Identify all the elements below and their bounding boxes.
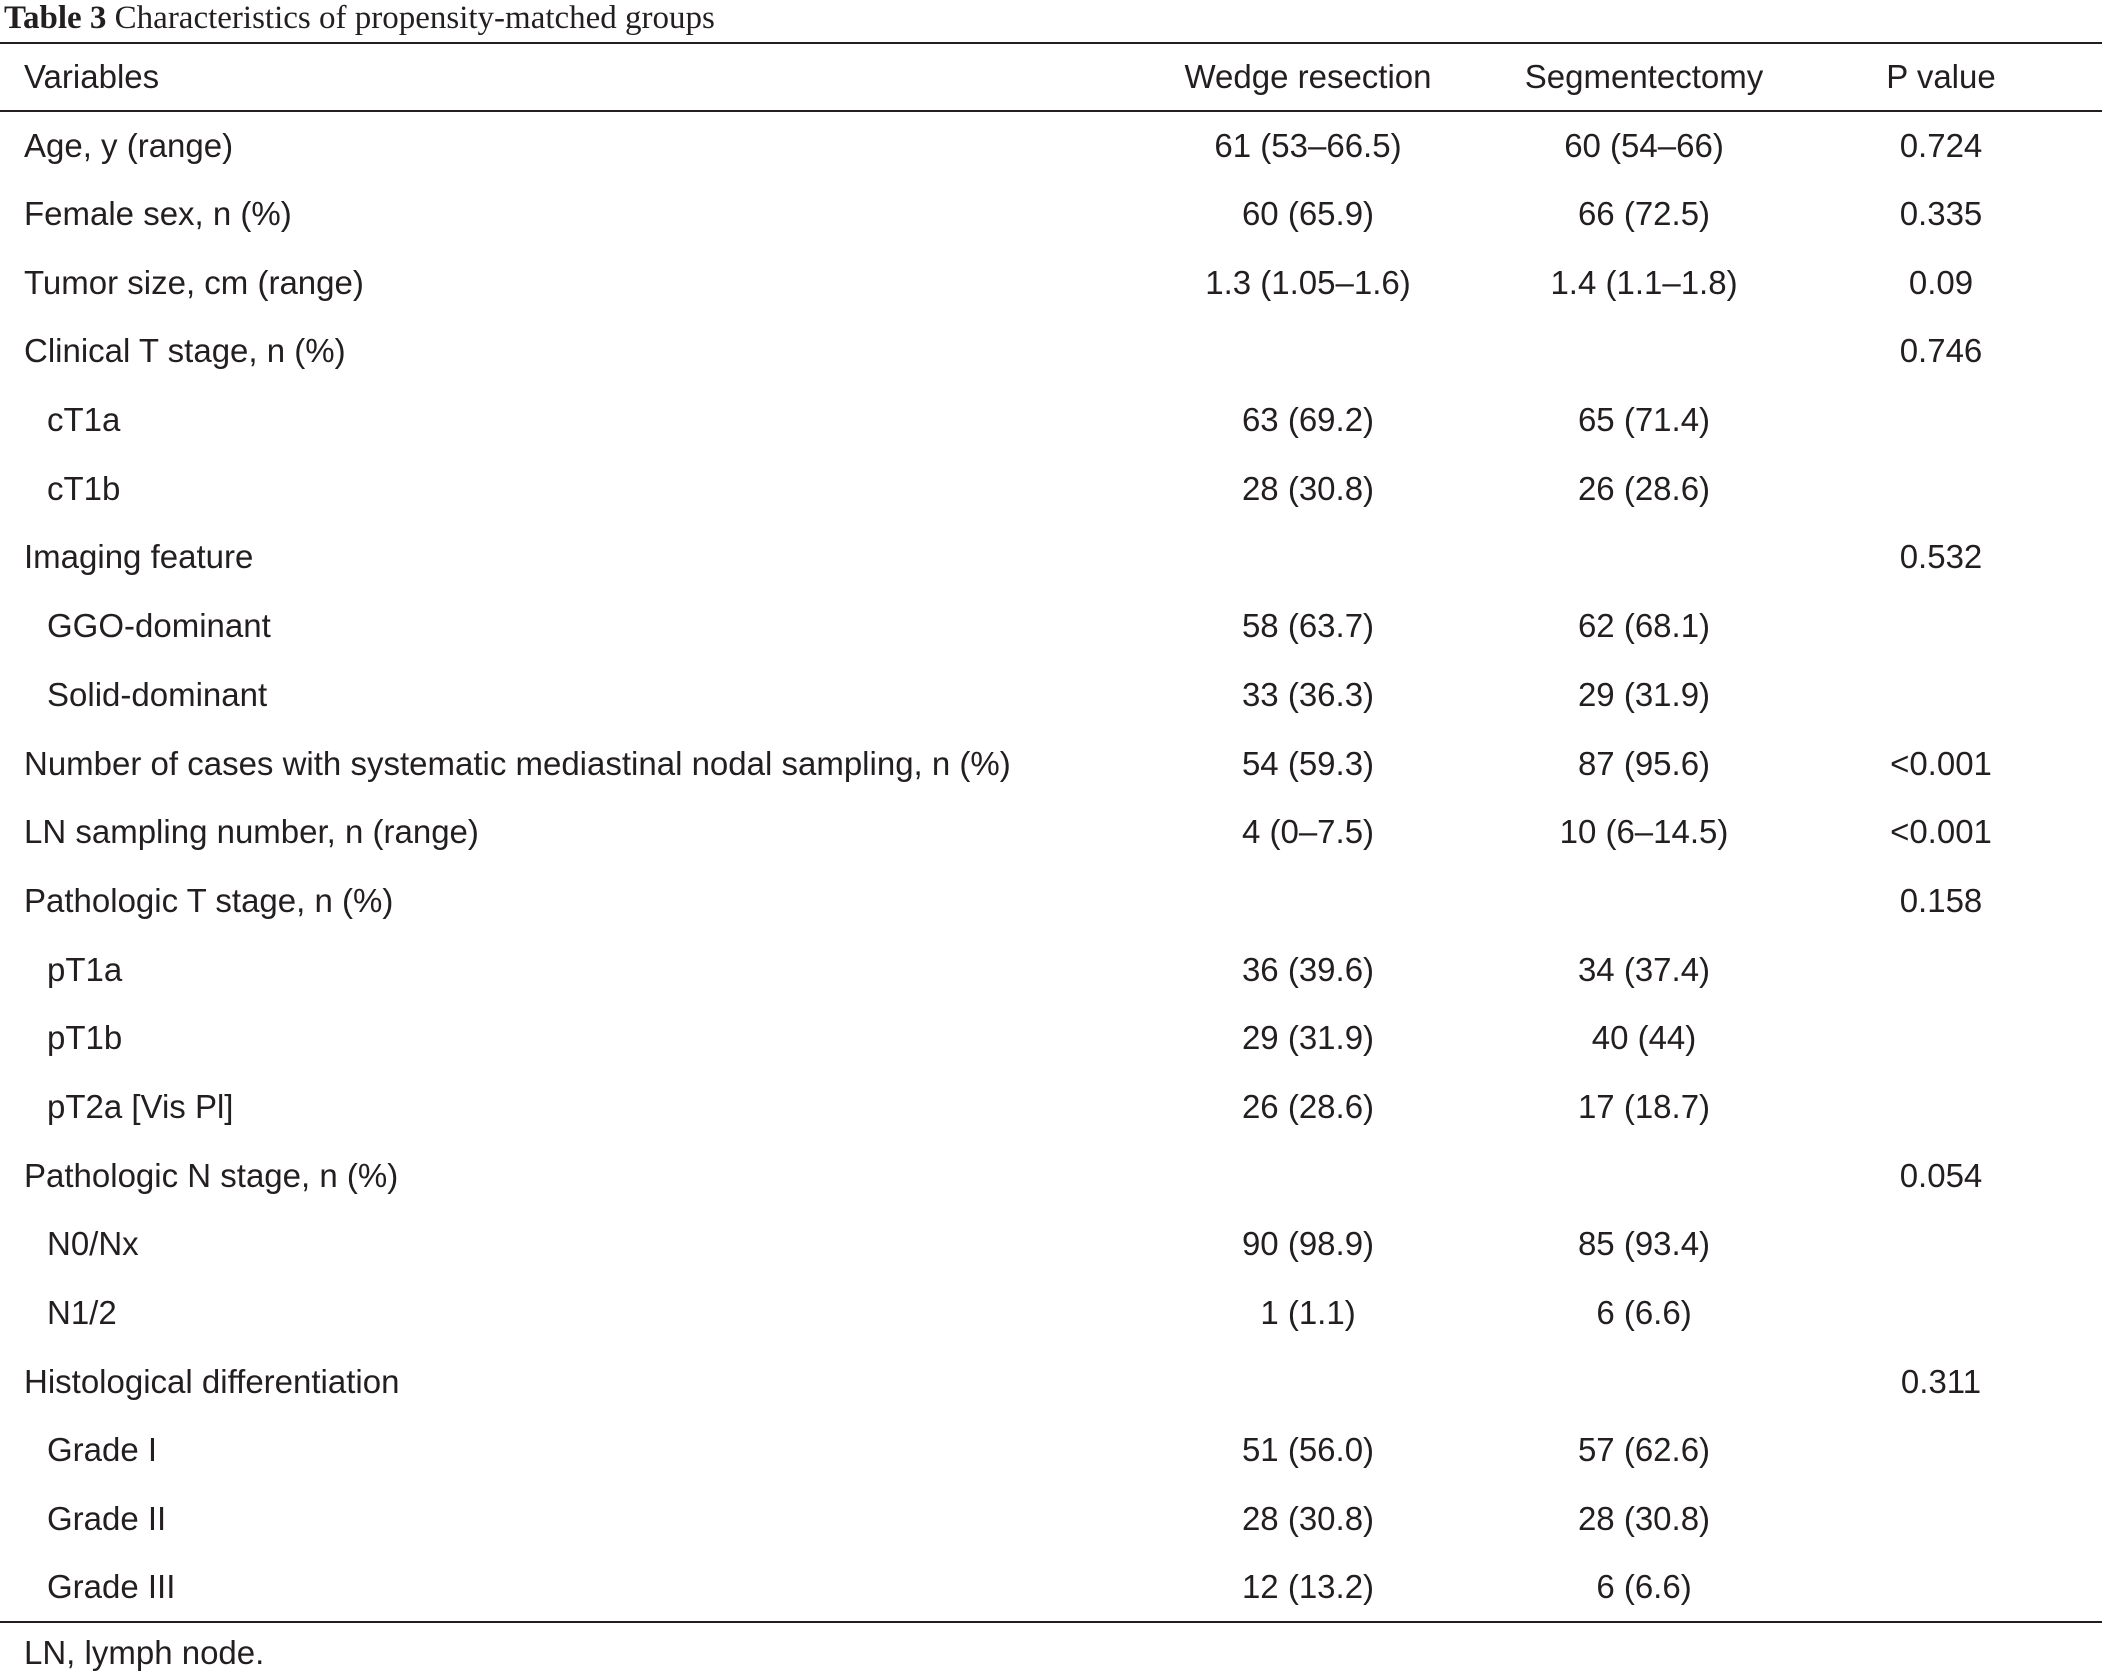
table-row [0,935,2102,1004]
p-value-cell: 0.311 [1900,1362,1982,1400]
p-value-cell: 0.746 [1899,332,1983,370]
header-p-value: P value [1886,58,1996,95]
wedge-resection-cell: 1 (1.1) [1260,1294,1356,1332]
p-value-cell [1780,454,2102,523]
table-row [0,386,2102,455]
wedge-resection-cell [1108,1141,1508,1210]
table-row [0,317,2102,386]
table-row [0,454,2102,523]
table-row [0,1004,2102,1073]
wedge-resection-cell [1108,1347,1508,1416]
segmentectomy-cell: 1.4 (1.1–1.8) [1550,263,1738,301]
wedge-resection-cell: 36 (39.6) [1241,950,1375,988]
segmentectomy-cell: 62 (68.1) [1577,607,1711,645]
table-row [0,248,2102,317]
variable-cell: Grade III [47,1568,176,1606]
variable-cell: Grade I [47,1431,158,1469]
variable-cell: LN sampling number, n (range) [24,813,479,851]
variable-cell: Solid-dominant [47,675,268,713]
p-value-cell: 0.335 [1899,195,1983,233]
header-row [0,43,2102,111]
table-row [0,1210,2102,1279]
segmentectomy-cell: 60 (54–66) [1564,126,1724,164]
p-value-cell [1780,1279,2102,1348]
p-value-cell [1780,1553,2102,1622]
segmentectomy-cell [1508,317,1780,386]
header-wedge-resection: Wedge resection [1184,58,1432,95]
table-footnote: LN, lymph node. [24,1634,265,1671]
variable-cell: Tumor size, cm (range) [24,263,364,301]
table-body [0,111,2102,1622]
p-value-cell: 0.054 [1899,1156,1983,1194]
table-row [0,661,2102,730]
segmentectomy-cell: 66 (72.5) [1577,195,1711,233]
characteristics-table [0,42,2102,1623]
variable-cell: Pathologic T stage, n (%) [24,881,394,919]
p-value-cell [1780,1210,2102,1279]
segmentectomy-cell: 28 (30.8) [1577,1500,1711,1538]
p-value-cell [1780,386,2102,455]
p-value-cell: 0.532 [1899,538,1983,576]
p-value-cell [1780,1416,2102,1485]
variable-cell: Imaging feature [24,538,254,576]
table-title: Characteristics of propensity-matched groups [114,0,715,36]
segmentectomy-cell: 10 (6–14.5) [1559,813,1729,851]
variable-cell: Age, y (range) [24,126,234,164]
segmentectomy-cell: 17 (18.7) [1577,1087,1711,1125]
wedge-resection-cell: 28 (30.8) [1241,1500,1375,1538]
p-value-cell [1780,935,2102,1004]
table-row [0,729,2102,798]
p-value-cell [1780,661,2102,730]
segmentectomy-cell: 85 (93.4) [1577,1225,1711,1263]
table-header [0,43,2102,111]
segmentectomy-cell: 34 (37.4) [1577,950,1711,988]
segmentectomy-cell: 26 (28.6) [1577,469,1711,507]
wedge-resection-cell: 26 (28.6) [1241,1087,1375,1125]
table-row [0,1416,2102,1485]
header-variables: Variables [24,58,160,95]
table-row [0,1141,2102,1210]
variable-cell: N0/Nx [47,1225,139,1263]
p-value-cell: 0.158 [1899,881,1983,919]
variable-cell: Pathologic N stage, n (%) [24,1156,399,1194]
wedge-resection-cell: 60 (65.9) [1241,195,1375,233]
variable-cell: cT1a [47,401,121,439]
table-row [0,111,2102,180]
wedge-resection-cell: 90 (98.9) [1241,1225,1375,1263]
table-row [0,523,2102,592]
segmentectomy-cell [1508,523,1780,592]
segmentectomy-cell: 65 (71.4) [1577,401,1711,439]
p-value-cell [1780,592,2102,661]
table-row [0,1279,2102,1348]
variable-cell: cT1b [47,469,121,507]
p-value-cell [1780,1073,2102,1142]
header-segmentectomy: Segmentectomy [1524,58,1764,95]
wedge-resection-cell: 12 (13.2) [1241,1568,1375,1606]
wedge-resection-cell: 58 (63.7) [1241,607,1375,645]
variable-cell: Clinical T stage, n (%) [24,332,346,370]
variable-cell: Female sex, n (%) [24,195,292,233]
wedge-resection-cell [1108,523,1508,592]
table-row [0,180,2102,249]
variable-cell: Grade II [47,1500,167,1538]
segmentectomy-cell [1508,867,1780,936]
variable-cell: Number of cases with systematic mediastinal nodal sampling, n (%) [24,744,1011,782]
wedge-resection-cell: 4 (0–7.5) [1241,813,1375,851]
wedge-resection-cell: 1.3 (1.05–1.6) [1205,263,1411,301]
p-value-cell: 0.09 [1908,263,1974,301]
table-row [0,798,2102,867]
segmentectomy-cell: 87 (95.6) [1577,744,1711,782]
p-value-cell: 0.724 [1899,126,1983,164]
wedge-resection-cell: 54 (59.3) [1241,744,1375,782]
wedge-resection-cell: 51 (56.0) [1241,1431,1375,1469]
wedge-resection-cell [1108,867,1508,936]
p-value-cell: <0.001 [1890,744,1992,782]
table-row [0,1073,2102,1142]
variable-cell: pT1b [47,1019,123,1057]
wedge-resection-cell: 63 (69.2) [1241,401,1375,439]
segmentectomy-cell: 6 (6.6) [1596,1568,1692,1606]
variable-cell: Histological differentiation [24,1362,400,1400]
table-row [0,592,2102,661]
wedge-resection-cell: 29 (31.9) [1241,1019,1375,1057]
variable-cell: pT1a [47,950,123,988]
segmentectomy-cell [1508,1347,1780,1416]
table-caption [4,0,715,40]
p-value-cell [1780,1485,2102,1554]
table-number: Table 3 [4,0,107,36]
segmentectomy-cell: 57 (62.6) [1577,1431,1711,1469]
table-row [0,1485,2102,1554]
variable-cell: N1/2 [47,1294,117,1332]
wedge-resection-cell [1108,317,1508,386]
variable-cell: GGO-dominant [47,607,271,645]
wedge-resection-cell: 33 (36.3) [1241,675,1375,713]
p-value-cell [1780,1004,2102,1073]
segmentectomy-cell [1508,1141,1780,1210]
table-row [0,867,2102,936]
wedge-resection-cell: 61 (53–66.5) [1214,126,1402,164]
table-row [0,1347,2102,1416]
segmentectomy-cell: 29 (31.9) [1577,675,1711,713]
wedge-resection-cell: 28 (30.8) [1241,469,1375,507]
segmentectomy-cell: 40 (44) [1591,1019,1697,1057]
table-row [0,1553,2102,1622]
p-value-cell: <0.001 [1890,813,1992,851]
segmentectomy-cell: 6 (6.6) [1596,1294,1692,1332]
variable-cell: pT2a [Vis Pl] [47,1087,234,1125]
